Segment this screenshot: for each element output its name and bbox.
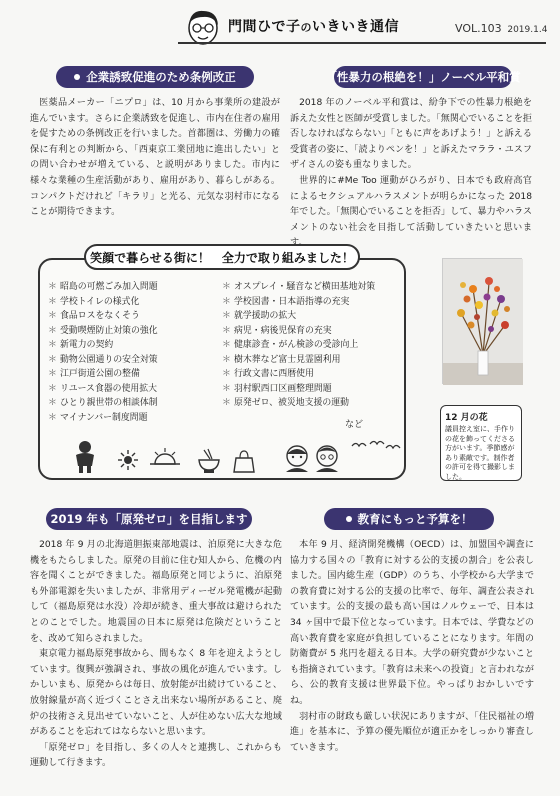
header-divider bbox=[178, 42, 546, 44]
photo-caption-box bbox=[440, 405, 522, 481]
achievements-list-left bbox=[48, 280, 158, 425]
article-nobel bbox=[290, 96, 532, 252]
author-portrait-icon bbox=[183, 8, 223, 46]
list-etc-label: など bbox=[345, 420, 364, 430]
list-item: ＊ 原発ゼロ、被災地支援の運動 bbox=[222, 396, 375, 411]
child-figure-icon bbox=[70, 440, 100, 474]
issue-volume: VOL.103 bbox=[455, 22, 502, 35]
list-item: ＊ 動物公園通りの安全対策 bbox=[48, 353, 158, 368]
title-particle: の bbox=[300, 21, 312, 34]
list-item: ＊ マイナンバー制度問題 bbox=[48, 411, 158, 426]
list-item: ＊ 羽村駅西口区画整理問題 bbox=[222, 382, 375, 397]
article-nuclear bbox=[30, 538, 282, 772]
article-paragraph: 「原発ゼロ」を目指し、多くの人々と連携し、これからも運動して行きます。 bbox=[30, 742, 282, 769]
photo-caption-title: 12 月の花 bbox=[445, 413, 488, 423]
section-title: 教育にもっと予算を！ bbox=[357, 512, 473, 526]
achievements-title-text: 笑顔で暮らせる街に！ 全力で取り組みました！ bbox=[90, 250, 354, 265]
shopping-bag-icon bbox=[232, 448, 256, 474]
birds-icon bbox=[350, 438, 402, 454]
title-suffix: いきいき通信 bbox=[312, 19, 399, 35]
flower-arrangement-photo bbox=[442, 258, 522, 384]
bowl-icon bbox=[196, 446, 222, 474]
sun-icon bbox=[118, 450, 138, 470]
photo-caption-body: 議員控え室に、手作りの花を飾ってくださる方がいます。季節感があり素敵です。制作者の許可を得て撮影しました。 bbox=[445, 425, 515, 481]
section-title: 2019 年も「原発ゼロ」を目指します bbox=[50, 512, 248, 526]
article-paragraph: 2018 年 9 月の北海道胆振東部地震は、泊原発に大きな危機をもたらしました。原発の目前に住む知人から、危機の内容を聞くことができました。福島原発と同じように、泊原発も外部電源を失いましたが、非常用ディーゼル発電機が起動して（福島原発は水没）冷却が続き、重大事故は避けられたとのことでした。地震国の日本に原発は危険だということを、改めて知らされました。 bbox=[30, 540, 282, 644]
section-heading-nuclear bbox=[46, 508, 252, 530]
newsletter-title bbox=[228, 16, 399, 36]
list-item: ＊ リユース食器の使用拡大 bbox=[48, 382, 158, 397]
elder-figure-icon bbox=[313, 444, 341, 474]
list-item: ＊ 学校図書・日本語指導の充実 bbox=[222, 295, 375, 310]
bullet-dot-icon bbox=[346, 516, 352, 522]
section-title: 「性暴力の根絶を！」ノーベル平和賞 bbox=[325, 70, 521, 84]
list-item: ＊ 行政文書に西暦使用 bbox=[222, 367, 375, 382]
list-item: ＊ 病児・病後児保育の充実 bbox=[222, 324, 375, 339]
article-paragraph: 本年 9 月、経済開発機構（OECD）は、加盟国や調査に協力する国々の「教育に対する公的支援の割合」を公表しました。国内総生産（GDP）のうち、小学校から大学までの教育費に対する公的支援の比率で、毎年、調査公表されています。公的支援の最も高い国はノルウェーで、日本は 34 ヶ国中で最下位となっています。日本では、学費などの高い教育費を家庭が負担していることになります。年間の防衛費が 5 兆円を超える日本。大学の研究費が少ないことも指摘されています。「教育は未来への投資」と言われながら、公的教育支援は世界最下位。やっぱりおかしいですね。 bbox=[290, 540, 534, 706]
list-item: ＊ 学校トイレの様式化 bbox=[48, 295, 158, 310]
issue-date: 2019.1.4 bbox=[507, 25, 548, 35]
list-item: ＊ 受動喫煙防止対策の強化 bbox=[48, 324, 158, 339]
section-heading-nobel bbox=[325, 66, 521, 88]
section-heading-ordinance bbox=[56, 66, 254, 88]
section-heading-education bbox=[324, 508, 494, 530]
achievements-title bbox=[84, 244, 360, 270]
article-paragraph: 東京電力福島原発事故から、間もなく 8 年を迎えようとしています。復興が強調され、事故の風化が進んでいます。しかしいまも、原発からは毎日、放射能が出続けていること、放射線量が高く近づくことさえ出来ない場所があること、廃炉の技術さえ見出せていないこと、人が住めない広大な地域があることを忘れてはならないと思います。 bbox=[30, 649, 282, 738]
list-item: ＊ オスプレイ・騒音など横田基地対策 bbox=[222, 280, 375, 295]
section-title: 企業誘致促進のため条例改正 bbox=[86, 70, 236, 84]
sunset-icon bbox=[150, 446, 180, 470]
elder-figure-icon bbox=[283, 444, 311, 474]
flower-arrangement-illustration bbox=[443, 259, 523, 385]
list-item: ＊ 江戸街道公園の整備 bbox=[48, 367, 158, 382]
article-paragraph: 医薬品メーカー「ニプロ」は、10 月から事業所の建設が進んでいます。さらに企業誘致を促進し、市内在住者の雇用を促すための条例改正を行いました。首都圏は、労働力の確保に有利との判断から、「西東京工業団地に進出したい」との問い合わせが増えている、と説明がありました。市内に様々な業種の生産活動があり、雇用があり、暮らしがある。コンパクトだけれど「キラリ」と光る、元気な羽村市になることが期待できます。 bbox=[30, 98, 280, 218]
list-item: ＊ 新電力の契約 bbox=[48, 338, 158, 353]
article-paragraph: 世界的に#Me Too 運動がひろがり、日本でも政府高官によるセクシュアルハラスメントが明らかになった 2018 年でした。「無関心でいることを拒否」して、暴力やハラスメントのない社会を目指して活動していきたいと思いま bbox=[290, 175, 532, 233]
list-item: ＊ 就学援助の拡大 bbox=[222, 309, 375, 324]
bullet-dot-icon bbox=[74, 74, 80, 80]
article-paragraph: 羽村市の財政も厳しい状況にありますが、「住民福祉の増進」を基本に、予算の優先順位が適正かをしっかり審査していきます。 bbox=[290, 711, 534, 753]
article-paragraph: 2018 年のノーベル平和賞は、紛争下での性暴力根絶を訴えた女性と医師が受賞しました。「無関心でいることを拒否しなければならない」「ともに声をあげよう！」と訴える受賞者の姿に、「読よりペンを！」と訴えたマララ・ユスフザイさんの姿も重なりました。 bbox=[290, 98, 532, 171]
title-name: 門間ひで子 bbox=[228, 19, 301, 35]
issue-info bbox=[455, 22, 547, 35]
list-item: ＊ 健康診査・がん検診の受診向上 bbox=[222, 338, 375, 353]
list-item: ＊ 食品ロスをなくそう bbox=[48, 309, 158, 324]
list-item: ＊ 樹木葬など富士見霊園利用 bbox=[222, 353, 375, 368]
achievements-list-right bbox=[222, 280, 375, 411]
article-education bbox=[290, 538, 534, 756]
article-ordinance bbox=[30, 96, 280, 221]
list-item: ＊ 昭島の可燃ごみ加入問題 bbox=[48, 280, 158, 295]
list-item: ＊ ひとり親世帯の相談体制 bbox=[48, 396, 158, 411]
